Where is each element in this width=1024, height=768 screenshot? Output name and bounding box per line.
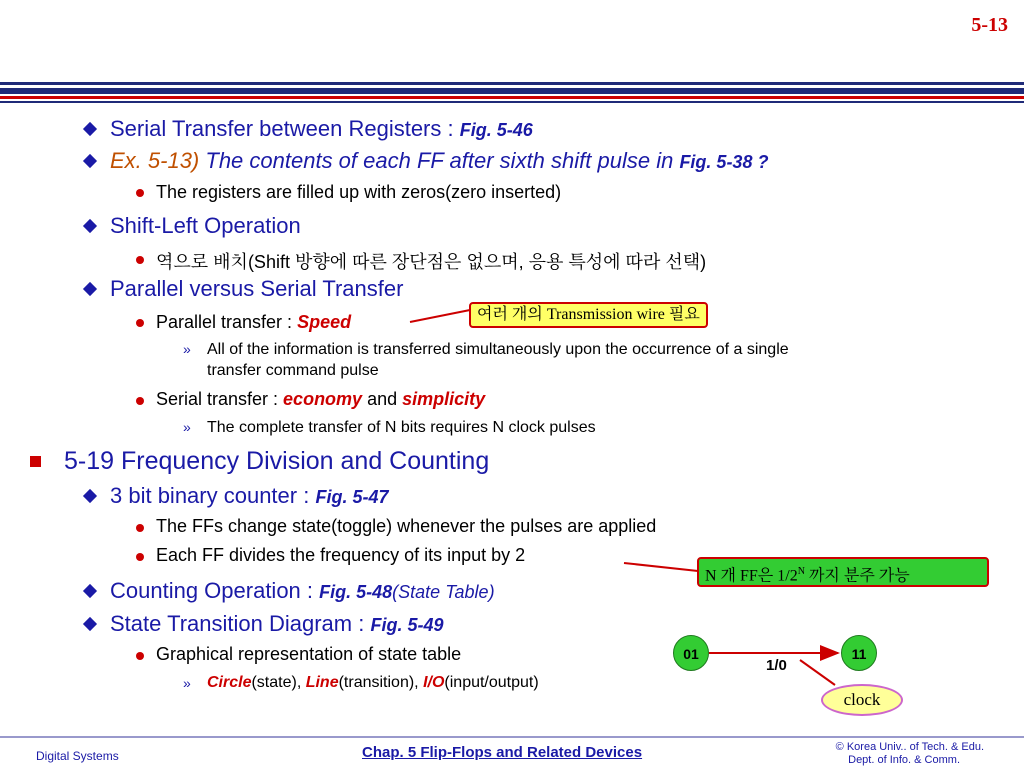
header-rule-thick <box>0 88 1024 94</box>
fig-ref: Fig. 5-48 <box>319 582 393 602</box>
footer-right-line1: © Korea Univ.. of Tech. & Edu. <box>835 741 984 753</box>
and-text: and <box>362 389 403 409</box>
diamond-bullet-icon <box>83 584 97 598</box>
division-connector-line <box>624 563 698 571</box>
simplicity-emphasis: simplicity <box>402 389 486 409</box>
state-diagram-item <box>110 611 443 637</box>
item-text: Parallel transfer : <box>156 312 298 332</box>
diamond-bullet-icon <box>83 154 97 168</box>
section-heading: 5-19 Frequency Division and Counting <box>64 447 490 475</box>
fig-ref: Fig. 5-46 <box>459 120 533 140</box>
footer-left: Digital Systems <box>36 749 119 763</box>
dot-bullet-icon <box>136 652 144 660</box>
diamond-bullet-icon <box>83 122 97 136</box>
dot-bullet-icon <box>136 256 144 264</box>
speed-emphasis: Speed <box>297 312 352 332</box>
footer-center: Chap. 5 Flip-Flops and Related Devices <box>362 744 643 761</box>
graphical-rep-item: Graphical representation of state table <box>156 644 462 664</box>
line-term: Line <box>305 674 339 691</box>
transition-label: 1/0 <box>766 657 787 674</box>
example-label: Ex. 5-13) <box>110 148 200 173</box>
dot-bullet-icon <box>136 319 144 327</box>
dot-bullet-icon <box>136 189 144 197</box>
diamond-bullet-icon <box>83 219 97 233</box>
item-text: The contents of each FF after sixth shift pulse in <box>199 148 680 173</box>
fig-ref: Fig. 5-49 <box>370 615 444 635</box>
divide-item: Each FF divides the frequency of its input by 2 <box>156 545 526 565</box>
fig-ref: Fig. 5-38 <box>679 152 753 172</box>
state-table-note: (State Table) <box>392 582 495 602</box>
serial-transfer-item <box>110 116 533 142</box>
item-text: Serial transfer : <box>156 389 284 409</box>
diamond-bullet-icon <box>83 489 97 503</box>
raquo-bullet-icon: » <box>183 419 191 435</box>
legend-line <box>207 674 539 692</box>
header-rule-red <box>0 96 1024 99</box>
dot-bullet-icon <box>136 397 144 405</box>
item-text: Counting Operation : <box>110 578 320 603</box>
raquo-bullet-icon: » <box>183 341 191 357</box>
clock-callout: clock <box>821 684 903 716</box>
parallel-detail-line2: transfer command pulse <box>207 362 379 379</box>
binary-counter-item <box>110 483 388 509</box>
clock-connector-line <box>800 660 835 685</box>
footer-rule <box>0 736 1024 738</box>
serial-detail-line: The complete transfer of N bits requires N clock pulses <box>207 419 596 436</box>
footer-right-line2: Dept. of Info. & Comm. <box>848 754 960 766</box>
economy-emphasis: economy <box>283 389 363 409</box>
page-number: 5-13 <box>971 14 1008 36</box>
item-text: Serial Transfer between Registers : <box>110 116 460 141</box>
question-mark: ? <box>752 152 769 172</box>
io-term: I/O <box>423 674 445 691</box>
state-text: (state), <box>251 674 306 691</box>
registers-item: The registers are filled up with zeros(zero inserted) <box>156 182 562 202</box>
header-rule-bottom <box>0 101 1024 103</box>
division-callout <box>697 557 989 587</box>
division-post: 까지 분주 가능 <box>804 567 910 585</box>
transition-text: (transition), <box>338 674 424 691</box>
korean-note-item: 역으로 배치(Shift 방향에 따른 장단점은 없으며, 응용 특성에 따라 선택) <box>156 252 707 272</box>
division-sup: N <box>797 566 805 577</box>
division-pre: N 개 FF은 1/2 <box>705 567 798 585</box>
dot-bullet-icon <box>136 524 144 532</box>
serial-transfer-detail <box>156 389 485 410</box>
fig-ref: Fig. 5-47 <box>315 487 389 507</box>
state-node-11: 11 <box>841 635 877 671</box>
square-bullet-icon <box>30 456 41 467</box>
counting-operation-item <box>110 578 495 604</box>
parallel-transfer-item <box>156 312 351 333</box>
circle-term: Circle <box>207 674 252 691</box>
io-text: (input/output) <box>444 674 539 691</box>
toggle-item: The FFs change state(toggle) whenever the pulses are applied <box>156 516 657 536</box>
raquo-bullet-icon: » <box>183 675 191 691</box>
wire-callout: 여러 개의 Transmission wire 필요 <box>469 302 708 328</box>
parallel-detail-line1: All of the information is transferred simultaneously upon the occurrence of a single <box>207 341 789 358</box>
parallel-vs-serial-item: Parallel versus Serial Transfer <box>110 276 404 301</box>
item-text: State Transition Diagram : <box>110 611 371 636</box>
diamond-bullet-icon <box>83 282 97 296</box>
state-node-01: 01 <box>673 635 709 671</box>
example-item <box>110 148 768 174</box>
diamond-bullet-icon <box>83 617 97 631</box>
shift-left-item: Shift-Left Operation <box>110 213 301 238</box>
dot-bullet-icon <box>136 553 144 561</box>
header-rule-thin <box>0 82 1024 85</box>
item-text: 3 bit binary counter : <box>110 483 316 508</box>
wire-connector-line <box>410 310 470 322</box>
